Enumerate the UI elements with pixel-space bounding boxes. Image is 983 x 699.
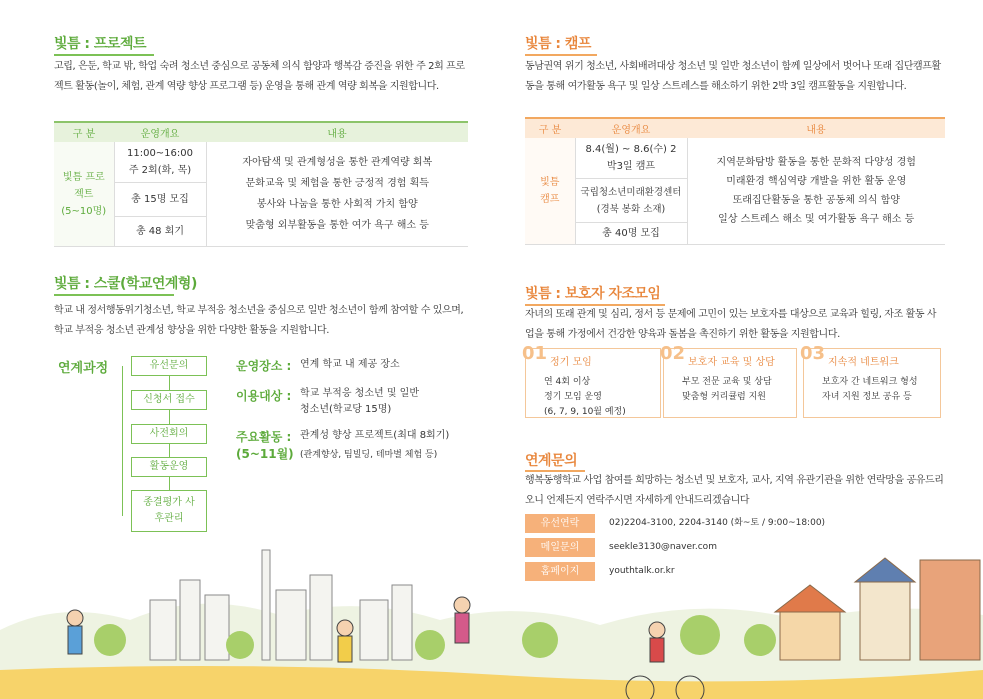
project-label: 빛틈 프로젝트 (5~10명) — [54, 142, 114, 247]
main-activity-value: 관계성 향상 프로젝트(최대 8회기) — [300, 430, 450, 441]
contact-homepage[interactable]: youthtalk.or.kr — [609, 566, 675, 576]
card-line: 보호자 간 네트워크 형성 — [822, 377, 918, 387]
project-recruit: 총 15명 모집 — [114, 183, 206, 217]
project-content — [206, 142, 468, 247]
content-line: 자아탐색 및 관계형성을 통한 관계역량 회복 — [242, 157, 433, 168]
project-table — [54, 121, 468, 247]
contact-title: 연계문의 — [525, 453, 578, 469]
camp-location: 국립청소년미래환경센터 (경북 봉화 소재) — [575, 179, 687, 223]
camp-description: 동남권역 위기 청소년, 사회배려대상 청소년 및 일반 청소년이 함께 일상에서 벗어나 또래 집단캠프활동을 통해 여가활동 욕구 및 일상 스트레스를 해소하기 위한 2박 3일 캠프활동을 지원합니다. — [525, 61, 941, 92]
flow-label: 연계과정 — [58, 361, 109, 376]
project-sessions: 총 48 회기 — [114, 217, 206, 247]
town-illustration — [0, 540, 983, 699]
houses-right — [775, 558, 980, 660]
content-line: 지역문화탐방 활동을 통한 문화적 다양성 경험 — [716, 157, 916, 168]
school-title: 빛틈 : 스쿨(학교연계형) — [54, 276, 197, 292]
camp-content — [687, 138, 945, 245]
card-number: 03 — [800, 343, 826, 364]
place-value: 연계 학교 내 제공 장소 — [300, 359, 400, 370]
project-title-underline — [54, 54, 154, 56]
flow-connector-vertical — [122, 366, 123, 516]
target-value: 학교 부적응 청소년 및 일반 청소년(학교당 15명) — [300, 388, 419, 415]
card-line: 연 4회 이상 — [544, 377, 591, 387]
card-line: 부모 전문 교육 및 상담 — [682, 377, 772, 387]
col-header-content: 내용 — [687, 118, 945, 138]
flow-step-evaluation: 종결평가 사후관리 — [131, 490, 207, 532]
main-activity-key: 주요활동 : — [236, 430, 292, 444]
card-number: 01 — [522, 343, 548, 364]
col-header-content: 내용 — [206, 122, 468, 142]
content-line: 맞춤형 외부활동을 통한 여가 욕구 해소 등 — [245, 220, 429, 231]
parents-card-meeting — [522, 343, 661, 418]
card-title: 보호자 교육 및 상담 — [688, 357, 775, 368]
card-line: 정기 모임 운영 — [544, 392, 602, 402]
card-title: 지속적 네트워크 — [828, 357, 899, 368]
camp-title: 빛틈 : 캠프 — [525, 36, 591, 52]
content-line: 문화교육 및 체험을 통한 긍정적 경험 획득 — [245, 178, 429, 189]
place-key: 운영장소 : — [236, 359, 292, 373]
target-key: 이용대상 : — [236, 389, 292, 403]
card-body — [544, 375, 626, 420]
project-description: 고립, 은둔, 학교 밖, 학업 숙려 청소년 중심으로 공동체 의식 함양과 행복감 증진을 위한 주 2회 프로젝트 활동(놀이, 체험, 관계 역량 향상 프로그램 등) 운영을 통해 관계 역량 회복을 지원합니다. — [54, 61, 465, 92]
main-activity-period: (5~11월) — [236, 447, 294, 461]
camp-recruit: 총 40명 모집 — [575, 223, 687, 245]
content-line: 또래집단활동을 통한 공동체 의식 함양 — [732, 195, 900, 206]
card-body — [682, 375, 772, 405]
camp-table — [525, 117, 945, 245]
card-number: 02 — [660, 343, 686, 364]
col-header-overview: 운영개요 — [114, 122, 206, 142]
flow-step-application: 신청서 접수 — [131, 390, 207, 410]
content-line: 일상 스트레스 해소 및 여가활동 욕구 해소 등 — [718, 214, 915, 225]
parents-card-education — [660, 343, 797, 418]
camp-title-underline — [525, 54, 597, 56]
flow-step-inquiry: 유선문의 — [131, 356, 207, 376]
main-activity-detail: (관계향상, 팀빌딩, 테마별 체험 등) — [300, 450, 438, 460]
project-title: 빛틈 : 프로젝트 — [54, 36, 146, 52]
camp-dates: 8.4(월) ~ 8.6(수) 2박3일 캠프 — [575, 138, 687, 179]
school-title-underline — [54, 294, 174, 296]
content-line: 미래환경 핵심역량 개발을 위한 활동 운영 — [726, 176, 907, 187]
col-header-overview: 운영개요 — [575, 118, 687, 138]
buildings-left — [150, 550, 412, 660]
contact-label-phone: 유선연락 — [525, 514, 595, 533]
parents-title: 빛틈 : 보호자 자조모임 — [525, 286, 661, 302]
camp-label: 빛틈 캠프 — [525, 138, 575, 245]
contact-label-homepage: 홈페이지 — [525, 562, 595, 581]
card-body — [822, 375, 918, 405]
card-line: 맞춤형 커리큘럼 지원 — [682, 392, 766, 402]
card-title: 정기 모임 — [550, 357, 592, 368]
flow-step-operation: 활동운영 — [131, 457, 207, 477]
parents-description: 자녀의 또래 관계 및 심리, 정서 등 문제에 고민이 있는 보호자를 대상으로 교육과 힐링, 자조 활동 사업을 통해 가정에서 건강한 양육과 돌봄을 촉진하기 위한 활동을 지원합니다. — [525, 309, 937, 340]
school-description: 학교 내 정서행동위기청소년, 학교 부적응 청소년을 중심으로 일반 청소년이 함께 참여할 수 있으며, 학교 부적응 청소년 관계성 향상을 위한 다양한 활동을 지원합니다. — [54, 305, 464, 336]
col-header-category: 구 분 — [525, 118, 575, 138]
card-line: 자녀 지원 정보 공유 등 — [822, 392, 912, 402]
content-line: 봉사와 나눔을 통한 사회적 가치 함양 — [256, 199, 418, 210]
contact-description: 행복동행학교 사업 참여를 희망하는 청소년 및 보호자, 교사, 지역 유관기관을 위한 연락망을 공유드리오니 언제든지 연락주시면 자세하게 안내드리겠습니다 — [525, 475, 944, 506]
parents-card-network — [800, 343, 941, 418]
contact-email[interactable]: seekle3130@naver.com — [609, 542, 717, 552]
flow-step-meeting: 사전회의 — [131, 424, 207, 444]
contact-label-email: 메일문의 — [525, 538, 595, 557]
col-header-category: 구 분 — [54, 122, 114, 142]
contact-phone[interactable]: 02)2204-3100, 2204-3140 (화~토 / 9:00~18:00) — [609, 518, 826, 528]
project-schedule: 11:00~16:00 주 2회(화, 목) — [114, 142, 206, 183]
card-line: (6, 7, 9, 10월 예정) — [544, 407, 626, 417]
